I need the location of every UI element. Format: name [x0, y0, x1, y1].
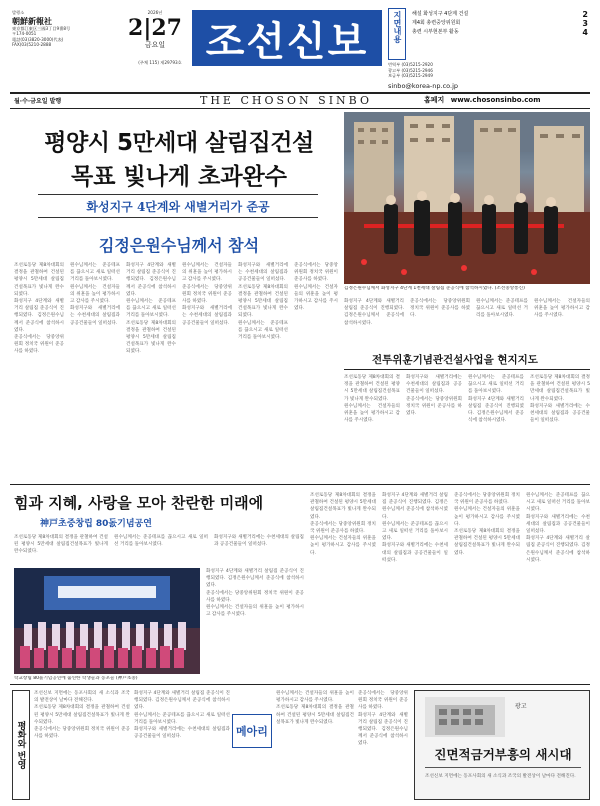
ad-small-label: 광고: [515, 703, 527, 710]
body-paragraph: 조선신보 지면에는 동포사회의 새 소식과 조국의 발전상이 날마다 전해진다.: [34, 691, 130, 704]
body-paragraph: 조선신보 지면에는 동포사회의 새 소식과 조국의 발전상이 날마다 전해진다.: [425, 774, 576, 779]
body-paragraph: 원수님께서는 건설자들의 위훈을 높이 평가하시고 감사를 주시였다.: [534, 299, 590, 319]
contact-line: 보급부 (03)5215-2949: [388, 73, 433, 79]
year: 2026년: [147, 10, 163, 15]
ad-headline: 진면적금거부흥의 새시대: [434, 747, 572, 762]
title-latin: THE CHOSON SINBO: [200, 94, 372, 107]
date-block: [120, 10, 190, 50]
column-body-col-4: [358, 690, 408, 800]
lead-body-col-6: [294, 262, 338, 480]
body-paragraph: 준공식에서는 당중앙위원회 정치국 위원이 준공사를 하였다.: [358, 691, 408, 711]
index-row[interactable]: [412, 28, 588, 37]
lead-headline-2: 목표 빛나게 초과완수: [71, 164, 287, 190]
body-paragraph: 화성지구 4단계와 새별거리 살림집 준공식이 진행되였다. 김정은원수님께서 준공식에 참석하시였다.: [358, 712, 408, 747]
body-paragraph: 화성지구 4단계와 새별거리 살림집 준공식이 진행되였다. 김정은원수님께서 준공식에 참석하시였다.: [344, 299, 404, 326]
contents-index: [388, 8, 588, 60]
column-body-col-3: [276, 690, 354, 800]
body-paragraph: 화성지구와 새별거리에는 수천세대의 살림집과 공공건물들이 일떠섰다.: [530, 403, 590, 424]
column-side-label-text: 평화와 번영: [15, 720, 26, 770]
body-paragraph: 조선로동당 제8차대회의 결정을 관철하여 건설된 평양시 5만세대 살림집건설목표가 빛나게 완수되였다.: [276, 705, 354, 725]
culture-body-col-1: [14, 534, 108, 566]
lead-body-col-3: [126, 262, 176, 480]
email[interactable]: sinbo@korea-np.co.jp: [388, 82, 459, 90]
section-rule-middle: [10, 484, 590, 485]
frequency: 월·수·금요일 발행: [14, 98, 62, 105]
culture-body-col-6: [382, 492, 448, 680]
body-paragraph: 원수님께서는 준공테프를 끊으시고 새로 일떠선 거리를 돌아보시였다.: [382, 521, 448, 542]
index-text: 해설 화성지구 4단계 건설: [412, 11, 469, 17]
lead-photo-illustration: [344, 112, 590, 284]
body-paragraph: 화성지구 4단계와 새별거리 살림집 준공식이 진행되였다. 김정은원수님께서 준공식에 참석하시였다.: [134, 691, 230, 711]
index-text: 제4회 총련중앙위원회: [412, 20, 461, 26]
date: 2|27: [128, 14, 182, 41]
body-paragraph: 원수님께서는 준공테프를 끊으시고 새로 일떠선 거리를 돌아보시였다.: [70, 263, 120, 283]
culture-body-col-3: [214, 534, 304, 566]
body-paragraph: 원수님께서는 준공테프를 끊으시고 새로 일떠선 거리를 돌아보시였다.: [476, 299, 528, 319]
body-paragraph: 원수님께서는 준공테프를 끊으시고 새로 일떠선 거리를 돌아보시였다.: [114, 535, 208, 548]
index-text: 총련 시부현본부 활동: [412, 29, 459, 35]
ad-building-image: [425, 697, 505, 737]
contact-line: 광고부 (03)5215-2946: [388, 67, 433, 73]
body-paragraph: 원수님께서는 건설자들의 위훈을 높이 평가하시고 감사를 주시였다.: [454, 507, 520, 527]
body-paragraph: 원수님께서는 준공테프를 끊으시고 새로 일떠선 거리를 돌아보시였다.: [126, 299, 176, 319]
body-paragraph: 준공식에서는 당중앙위원회 정치국 위원이 준공사를 하였다.: [406, 396, 462, 417]
culture-body-col-7: [454, 492, 520, 680]
homepage-row: [424, 95, 541, 105]
publisher-line: 電話(03)3820-3000(代表): [12, 36, 64, 42]
publisher-line: 東京都江東区三國3丁目9番8号: [12, 25, 71, 31]
body-paragraph: 원수님께서는 준공테프를 끊으시고 새로 일떠선 거리를 돌아보시였다.: [468, 375, 524, 395]
body-paragraph: 조선로동당 제8차대회의 결정을 관철하여 건설된 평양시 5만세대 살림집건설목표가 빛나게 완수되였다.: [126, 320, 176, 355]
lead-photo-caption: 김정은원수님께서 화성지구 4단계 1천세대 살림집 준공식에 참석하시였다. (조선중앙통신): [344, 286, 525, 291]
sidebar-rule: [344, 369, 590, 370]
body-paragraph: 준공식에서는 당중앙위원회 정치국 위원이 준공사를 하였다.: [34, 727, 130, 740]
index-row[interactable]: [412, 19, 588, 28]
body-paragraph: 원수님께서는 준공테프를 끊으시고 새로 일떠선 거리를 돌아보시였다.: [238, 320, 288, 341]
publisher-block: [12, 10, 92, 48]
culture-body-col-8: [526, 492, 590, 680]
index-page: 3: [582, 19, 588, 28]
section-rule-bottom: [10, 684, 590, 685]
body-paragraph: 준공식에서는 당중앙위원회 정치국 위원이 준공사를 하였다.: [454, 493, 520, 506]
body-paragraph: 화성지구 4단계와 새별거리 살림집 준공식이 진행되였다. 김정은원수님께서 준공식에 참석하시였다.: [468, 396, 524, 424]
index-row[interactable]: [412, 10, 588, 19]
body-paragraph: 화성지구와 새별거리에는 수천세대의 살림집과 공공건물들이 일떠섰다.: [134, 727, 230, 740]
column-side-label: [12, 690, 30, 800]
sidebar-body-col-4: [530, 374, 590, 480]
body-paragraph: 원수님께서는 건설자들의 위훈을 높이 평가하시고 감사를 주시였다.: [70, 284, 120, 305]
culture-photo-caption: 학교창립 80돐기념공연에 출연한 학생들과 동포들 (神戸초중): [14, 676, 138, 681]
sidebar-body-col-3: [468, 374, 524, 480]
culture-photo-illustration: [14, 568, 200, 674]
lead-subhead-box: [38, 194, 318, 218]
lead-body-col-10: [534, 298, 590, 354]
sidebar-headline: 전투위훈기념관건설사업을 현지지도: [372, 354, 538, 366]
body-paragraph: 조선로동당 제8차대회의 결정을 관철하여 건설된 평양시 5만세대 살림집건설목표가 빛나게 완수되였다.: [454, 529, 520, 556]
body-paragraph: 화성지구와 새별거리에는 수천세대의 살림집과 공공건물들이 일떠섰다.: [70, 306, 120, 326]
body-paragraph: 준공식에서는 당중앙위원회 정치국 위원이 준공사를 하였다.: [14, 335, 64, 355]
contents-index-title: 지면내용: [393, 11, 402, 43]
sidebar-body-col-1: [344, 374, 400, 480]
leader-line: 김정은원수님께서 참석: [98, 236, 260, 255]
ad-rule: [425, 767, 581, 768]
column-body-col-2: [134, 690, 230, 800]
body-paragraph: 화성지구와 새별거리에는 수천세대의 살림집과 공공건물들이 일떠섰다.: [526, 514, 590, 535]
body-paragraph: 원수님께서는 건설자들의 위훈을 높이 평가하시고 감사를 주시였다.: [294, 284, 338, 312]
lead-subhead: 화성지구 4단계와 새별거리가 준공: [86, 199, 270, 214]
culture-headline: 힘과 지혜, 사랑을 모아 찬란한 미래에: [14, 494, 264, 512]
body-paragraph: 준공식에서는 당중앙위원회 정치국 위원이 준공사를 하였다.: [310, 521, 376, 535]
issue-number: (주체 115) 제29793호: [138, 60, 182, 65]
sidebar-body-col-2: [406, 374, 462, 480]
body-paragraph: 화성지구 4단계와 새별거리 살림집 준공식이 진행되였다. 김정은원수님께서 준공식에 참석하시였다.: [126, 263, 176, 297]
body-paragraph: 화성지구와 새별거리에는 수천세대의 살림집과 공공건물들이 일떠섰다.: [238, 263, 288, 283]
column-body-col-1: [34, 690, 130, 800]
body-paragraph: 화성지구와 새별거리에는 수천세대의 살림집과 공공건물들이 일떠섰다.: [382, 543, 448, 563]
culture-body-col-2: [114, 534, 208, 566]
body-paragraph: 화성지구와 새별거리에는 수천세대의 살림집과 공공건물들이 일떠섰다.: [214, 535, 304, 548]
lead-body-col-1: [14, 262, 64, 480]
body-paragraph: 화성지구와 새별거리에는 수천세대의 살림집과 공공건물들이 일떠섰다.: [182, 306, 232, 326]
index-page: 4: [582, 28, 588, 37]
column-title-box: [232, 714, 272, 748]
contents-index-label: [388, 8, 406, 60]
body-paragraph: 화성지구와 새별거리에는 수천세대의 살림집과 공공건물들이 일떠섰다.: [406, 375, 462, 395]
culture-photo: [14, 568, 200, 674]
homepage-link[interactable]: www.chosonsinbo.com: [450, 96, 541, 104]
body-paragraph: 조선로동당 제8차대회의 결정을 관철하여 건설된 평양시 5만세대 살림집건설목표가 빛나게 완수되였다.: [530, 375, 590, 402]
culture-subhead: 神戸초중창립 80돐기념공연: [40, 519, 152, 529]
body-paragraph: 화성지구 4단계와 새별거리 살림집 준공식이 진행되였다. 김정은원수님께서 준공식에 참석하시였다.: [382, 493, 448, 520]
body-paragraph: 원수님께서는 건설자들의 위훈을 높이 평가하시고 감사를 주시였다.: [344, 403, 400, 424]
body-paragraph: 원수님께서는 건설자들의 위훈을 높이 평가하시고 감사를 주시였다.: [310, 536, 376, 556]
masthead-rule-bottom: [10, 108, 590, 109]
body-paragraph: 원수님께서는 준공테프를 끊으시고 새로 일떠선 거리를 돌아보시였다.: [526, 493, 590, 513]
contact-line: 번역부 (03)5215-2920: [388, 62, 433, 67]
body-paragraph: 원수님께서는 준공테프를 끊으시고 새로 일떠선 거리를 돌아보시였다.: [134, 712, 230, 725]
body-paragraph: 조선로동당 제8차대회의 결정을 관철하여 건설된 평양시 5만세대 살림집건설목표가 빛나게 완수되였다.: [14, 263, 64, 297]
publisher-name: 朝鮮新報社: [12, 15, 52, 26]
ad-body: [425, 773, 581, 795]
lead-photo: [344, 112, 590, 284]
body-paragraph: 준공식에서는 당중앙위원회 정치국 위원이 준공사를 하였다.: [206, 590, 304, 603]
weekday: 금요일: [144, 40, 166, 49]
body-paragraph: 조선로동당 제8차대회의 결정을 관철하여 건설된 평양시 5만세대 살림집건설목표가 빛나게 완수되였다.: [14, 535, 108, 555]
body-paragraph: 화성지구 4단계와 새별거리 살림집 준공식이 진행되였다. 김정은원수님께서 준공식에 참석하시였다.: [206, 569, 304, 589]
publisher-line: 〒174-0051: [12, 31, 37, 37]
body-paragraph: 화성지구 4단계와 새별거리 살림집 준공식이 진행되였다. 김정은원수님께서 준공식에 참석하시였다.: [14, 299, 64, 333]
body-paragraph: 화성지구 4단계와 새별거리 살림집 준공식이 진행되였다. 김정은원수님께서 준공식에 참석하시였다.: [526, 536, 590, 563]
publisher-line: FAX(03)5210-2888: [12, 42, 52, 48]
newspaper-title: 조선신보: [205, 17, 369, 65]
masthead-title-box: [192, 10, 382, 66]
body-paragraph: 조선로동당 제8차대회의 결정을 관철하여 건설된 평양시 5만세대 살림집건설목표가 빛나게 완수되였다.: [238, 284, 288, 319]
body-paragraph: 원수님께서는 건설자들의 위훈을 높이 평가하시고 감사를 주시였다.: [276, 691, 354, 704]
body-paragraph: 원수님께서는 건설자들의 위훈을 높이 평가하시고 감사를 주시였다.: [206, 605, 304, 618]
body-paragraph: 조선로동당 제8차대회의 결정을 관철하여 건설된 평양시 5만세대 살림집건설목표가 빛나게 완수되였다.: [310, 493, 376, 520]
lead-body-col-2: [70, 262, 120, 480]
culture-body-col-4: [206, 568, 304, 680]
advertisement[interactable]: [414, 690, 590, 800]
lead-body-col-4: [182, 262, 232, 480]
contact-block: [388, 62, 588, 79]
lead-body-col-5: [238, 262, 288, 480]
lead-body-col-8: [410, 298, 470, 354]
culture-body-col-5: [310, 492, 376, 680]
publisher-line: 발행소: [12, 10, 25, 15]
index-page: 2: [582, 10, 588, 19]
column-title: 메아리: [236, 725, 268, 738]
body-paragraph: 원수님께서는 건설자들의 위훈을 높이 평가하시고 감사를 주시였다.: [182, 263, 232, 283]
lead-headline-1: 평양시 5만세대 살림집건설: [44, 130, 314, 156]
body-paragraph: 조선로동당 제8차대회의 결정을 관철하여 건설된 평양시 5만세대 살림집건설목표가 빛나게 완수되였다.: [344, 375, 400, 402]
body-paragraph: 준공식에서는 당중앙위원회 정치국 위원이 준공사를 하였다.: [294, 263, 338, 283]
body-paragraph: 준공식에서는 당중앙위원회 정치국 위원이 준공사를 하였다.: [410, 299, 470, 319]
body-paragraph: 조선로동당 제8차대회의 결정을 관철하여 건설된 평양시 5만세대 살림집건설목표가 빛나게 완수되였다.: [34, 705, 130, 725]
homepage-label: 홈페지: [424, 96, 445, 104]
lead-body-col-7: [344, 298, 404, 354]
body-paragraph: 준공식에서는 당중앙위원회 정치국 위원이 준공사를 하였다.: [182, 284, 232, 305]
lead-body-col-9: [476, 298, 528, 354]
